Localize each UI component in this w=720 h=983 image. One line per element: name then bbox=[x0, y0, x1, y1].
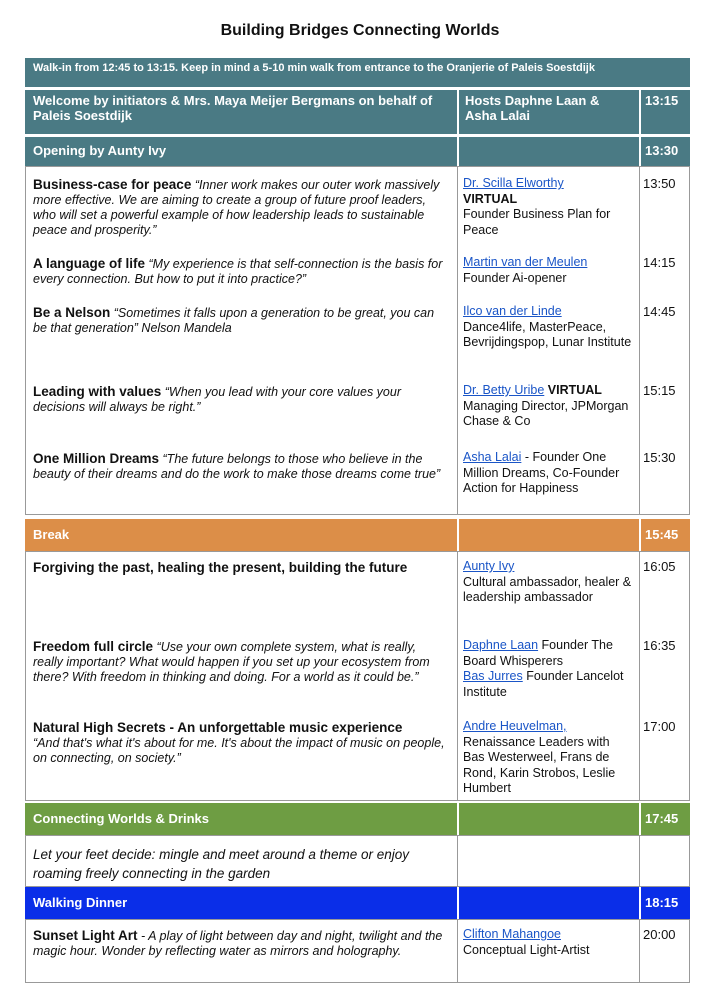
session-row bbox=[25, 716, 690, 800]
dinner-time: 18:15 bbox=[639, 887, 690, 919]
session-quote: “Inner work makes our outer work massively more effective. We are aiming to create a group of future proof leaders, who will set a powerful example of how leadership leads to sustainable peace and prosperity.” bbox=[33, 178, 440, 237]
session-quote: - A play of light between day and night, twilight and the magic hour. Wonder by reflecting water as mirrors and holography. bbox=[33, 929, 443, 958]
drinks-label: Connecting Worlds & Drinks bbox=[33, 811, 209, 826]
speaker-link[interactable]: Dr. Betty Uribe bbox=[463, 383, 545, 397]
speaker-role: Conceptual Light-Artist bbox=[463, 942, 590, 957]
column-divider bbox=[457, 551, 458, 801]
session-quote: “When you lead with your core values your decisions will always be right.” bbox=[33, 385, 401, 414]
speaker-role: Renaissance Leaders with Bas Westerweel, Frans de Rond, Karin Strobos, Leslie Humbert bbox=[463, 734, 616, 795]
column-divider bbox=[457, 835, 458, 887]
session-row bbox=[25, 173, 690, 251]
session-quote: “And that's what it's about for me. It's about the impact of music on people, on connecting, on society.” bbox=[33, 736, 445, 765]
opening-band bbox=[25, 137, 690, 166]
session-time: 14:15 bbox=[643, 255, 676, 270]
speaker-role: Founder Business Plan for Peace bbox=[463, 207, 611, 237]
drinks-time: 17:45 bbox=[639, 803, 690, 835]
session-title: Leading with values bbox=[33, 384, 162, 399]
session-title: Sunset Light Art bbox=[33, 928, 138, 943]
page-title: Building Bridges Connecting Worlds bbox=[220, 22, 500, 39]
speaker-role: - Founder One Million Dreams, Co-Founder Action for Happiness bbox=[463, 450, 620, 495]
drinks-note: Let your feet decide: mingle and meet around a theme or enjoy roaming freely connecting in the garden bbox=[33, 847, 409, 881]
session-row bbox=[25, 252, 690, 300]
session-title: Forgiving the past, healing the present, building the future bbox=[33, 560, 408, 575]
column-divider bbox=[457, 919, 458, 983]
speaker-link[interactable]: Ilco van der Linde bbox=[463, 304, 562, 318]
welcome-time: 13:15 bbox=[639, 90, 690, 134]
session-row bbox=[25, 556, 690, 626]
session-title: Natural High Secrets - An unforgettable music experience bbox=[33, 720, 403, 735]
column-divider bbox=[639, 551, 640, 801]
welcome-band bbox=[25, 90, 690, 134]
welcome-label: Welcome by initiators & Mrs. Maya Meijer Bergmans on behalf of Paleis Soestdijk bbox=[33, 93, 433, 123]
opening-label: Opening by Aunty Ivy bbox=[33, 143, 167, 158]
walkin-band bbox=[25, 58, 690, 87]
speaker-role: Managing Director, JPMorgan Chase & Co bbox=[463, 398, 629, 428]
column-divider bbox=[639, 919, 640, 983]
session-title: Be a Nelson bbox=[33, 305, 111, 320]
session-title: Business-case for peace bbox=[33, 177, 192, 192]
session-time: 14:45 bbox=[643, 304, 676, 319]
session-quote: “Use your own complete system, what is really, really important? What would happen if you set up your ecosystem from there? With freedom in thinking and doing. For a world as it could be.” bbox=[33, 640, 430, 684]
session-time: 16:35 bbox=[643, 638, 676, 653]
session-title: One Million Dreams bbox=[33, 451, 160, 466]
speaker-link[interactable]: Clifton Mahangoe bbox=[463, 927, 561, 941]
walkin-text: Walk-in from 12:45 to 13:15. Keep in mind a 5-10 min walk from entrance to the Oranjerie of Paleis Soestdijk bbox=[33, 62, 595, 74]
speaker-link[interactable]: Andre Heuvelman, bbox=[463, 719, 567, 733]
drinks-note-row bbox=[25, 841, 690, 885]
break-time: 15:45 bbox=[639, 519, 690, 551]
dinner-label: Walking Dinner bbox=[33, 895, 128, 910]
session-time: 16:05 bbox=[643, 559, 676, 574]
speaker-role: Founder The Board Whisperers bbox=[463, 638, 613, 668]
speaker-link[interactable]: Martin van der Meulen bbox=[463, 255, 588, 269]
session-row bbox=[25, 447, 690, 513]
speaker-link[interactable]: Daphne Laan bbox=[463, 638, 539, 652]
session-title: Freedom full circle bbox=[33, 639, 154, 654]
speaker-link[interactable]: Bas Jurres bbox=[463, 669, 523, 683]
session-time: 15:30 bbox=[643, 450, 676, 465]
session-time: 20:00 bbox=[643, 927, 676, 942]
dinner-band bbox=[25, 887, 690, 919]
session-row bbox=[25, 301, 690, 379]
session-row bbox=[25, 635, 690, 715]
speaker-link[interactable]: Dr. Scilla Elworthy bbox=[463, 176, 564, 190]
session-quote: “The future belongs to those who believe in the beauty of their dreams and do the work to make those dreams come true” bbox=[33, 452, 441, 481]
session-time: 13:50 bbox=[643, 176, 676, 191]
welcome-hosts: Hosts Daphne Laan & Asha Lalai bbox=[457, 90, 639, 134]
drinks-band bbox=[25, 803, 690, 835]
column-divider bbox=[457, 166, 458, 515]
session-quote: “Sometimes it falls upon a generation to be great, you can be that generation” Nelson Mandela bbox=[33, 306, 435, 335]
session-quote: “My experience is that self-connection is the basis for every connection. But how to put it into practice?” bbox=[33, 257, 443, 286]
column-divider bbox=[639, 166, 640, 515]
column-divider bbox=[639, 835, 640, 887]
speaker-role: Cultural ambassador, healer & leadership ambassador bbox=[463, 574, 632, 604]
virtual-badge: VIRTUAL bbox=[463, 191, 518, 206]
virtual-badge: VIRTUAL bbox=[547, 383, 602, 397]
speaker-link[interactable]: Asha Lalai bbox=[463, 450, 522, 464]
session-row bbox=[25, 924, 690, 980]
speaker-role: Founder Ai-opener bbox=[463, 270, 567, 285]
break-band bbox=[25, 519, 690, 551]
speaker-link[interactable]: Aunty Ivy bbox=[463, 559, 515, 573]
break-label: Break bbox=[33, 527, 70, 542]
opening-time: 13:30 bbox=[639, 137, 690, 166]
session-time: 15:15 bbox=[643, 383, 676, 398]
session-title: A language of life bbox=[33, 256, 146, 271]
speaker-role: Dance4life, MasterPeace, Bevrijdingspop, Lunar Institute bbox=[463, 319, 632, 349]
session-row bbox=[25, 380, 690, 442]
session-time: 17:00 bbox=[643, 719, 676, 734]
speaker-role: Founder Lancelot Institute bbox=[463, 669, 624, 699]
